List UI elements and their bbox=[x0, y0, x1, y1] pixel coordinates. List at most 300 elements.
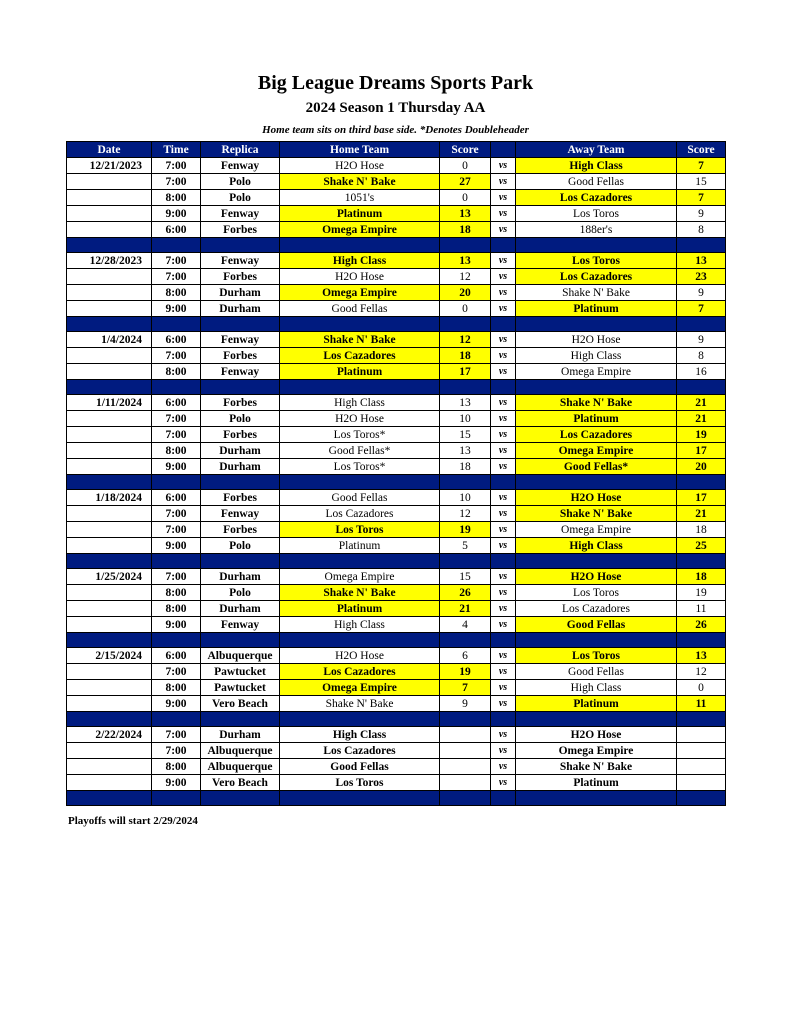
home-score: 26 bbox=[440, 585, 491, 601]
separator-cell bbox=[67, 238, 152, 253]
table-row bbox=[67, 538, 726, 554]
separator-cell bbox=[440, 317, 491, 332]
separator-cell bbox=[491, 791, 516, 806]
home-team: High Class bbox=[280, 617, 440, 633]
game-field: Fenway bbox=[201, 617, 280, 633]
vs-label: vs bbox=[491, 569, 516, 585]
home-score bbox=[440, 743, 491, 759]
week-separator bbox=[67, 475, 726, 490]
home-team: Los Cazadores bbox=[280, 743, 440, 759]
home-team: High Class bbox=[280, 395, 440, 411]
away-score: 9 bbox=[677, 332, 726, 348]
vs-label: vs bbox=[491, 348, 516, 364]
game-field: Polo bbox=[201, 585, 280, 601]
away-score: 8 bbox=[677, 222, 726, 238]
separator-cell bbox=[152, 317, 201, 332]
home-score: 0 bbox=[440, 301, 491, 317]
page-subtitle: 2024 Season 1 Thursday AA bbox=[305, 100, 486, 116]
away-score: 18 bbox=[677, 522, 726, 538]
separator-cell bbox=[491, 475, 516, 490]
away-score: 21 bbox=[677, 395, 726, 411]
game-time: 7:00 bbox=[152, 569, 201, 585]
game-date: 1/25/2024 bbox=[67, 569, 152, 585]
home-team: Los Cazadores bbox=[280, 348, 440, 364]
vs-label: vs bbox=[491, 696, 516, 712]
away-team: 188er's bbox=[516, 222, 677, 238]
separator-cell bbox=[67, 554, 152, 569]
game-date bbox=[67, 601, 152, 617]
home-team: Good Fellas bbox=[280, 759, 440, 775]
separator-cell bbox=[491, 380, 516, 395]
game-date bbox=[67, 522, 152, 538]
away-team: Shake N' Bake bbox=[516, 759, 677, 775]
separator-cell bbox=[67, 380, 152, 395]
game-field: Fenway bbox=[201, 506, 280, 522]
game-date bbox=[67, 680, 152, 696]
separator-cell bbox=[201, 712, 280, 727]
table-row bbox=[67, 743, 726, 759]
home-team: H2O Hose bbox=[280, 648, 440, 664]
table-row bbox=[67, 269, 726, 285]
game-field: Fenway bbox=[201, 206, 280, 222]
home-score: 0 bbox=[440, 158, 491, 174]
away-score: 20 bbox=[677, 459, 726, 475]
separator-cell bbox=[516, 791, 677, 806]
home-score: 9 bbox=[440, 696, 491, 712]
game-time: 7:00 bbox=[152, 174, 201, 190]
col-time-header: Time bbox=[152, 142, 201, 158]
col-away-score-header: Score bbox=[677, 142, 726, 158]
game-date: 1/11/2024 bbox=[67, 395, 152, 411]
table-row bbox=[67, 664, 726, 680]
separator-cell bbox=[67, 712, 152, 727]
separator-cell bbox=[677, 380, 726, 395]
game-field: Fenway bbox=[201, 253, 280, 269]
separator-cell bbox=[67, 475, 152, 490]
separator-cell bbox=[280, 633, 440, 648]
home-team: Platinum bbox=[280, 364, 440, 380]
vs-label: vs bbox=[491, 522, 516, 538]
game-time: 9:00 bbox=[152, 301, 201, 317]
away-score: 7 bbox=[677, 190, 726, 206]
vs-label: vs bbox=[491, 459, 516, 475]
game-date bbox=[67, 664, 152, 680]
home-score: 18 bbox=[440, 459, 491, 475]
home-team: Platinum bbox=[280, 601, 440, 617]
away-team: Good Fellas bbox=[516, 174, 677, 190]
game-date: 2/15/2024 bbox=[67, 648, 152, 664]
table-row bbox=[67, 158, 726, 174]
game-field: Durham bbox=[201, 443, 280, 459]
game-time: 9:00 bbox=[152, 696, 201, 712]
away-team: Los Toros bbox=[516, 206, 677, 222]
game-field: Durham bbox=[201, 459, 280, 475]
separator-cell bbox=[440, 475, 491, 490]
game-date bbox=[67, 301, 152, 317]
table-row bbox=[67, 253, 726, 269]
away-score: 21 bbox=[677, 506, 726, 522]
separator-cell bbox=[280, 791, 440, 806]
home-team: Shake N' Bake bbox=[280, 585, 440, 601]
game-time: 7:00 bbox=[152, 427, 201, 443]
game-field: Forbes bbox=[201, 490, 280, 506]
vs-label: vs bbox=[491, 158, 516, 174]
home-score: 21 bbox=[440, 601, 491, 617]
away-score: 15 bbox=[677, 174, 726, 190]
home-score: 18 bbox=[440, 348, 491, 364]
away-team: Good Fellas bbox=[516, 664, 677, 680]
week-separator bbox=[67, 380, 726, 395]
game-date bbox=[67, 206, 152, 222]
vs-label: vs bbox=[491, 364, 516, 380]
table-row bbox=[67, 569, 726, 585]
away-team: Shake N' Bake bbox=[516, 395, 677, 411]
separator-cell bbox=[280, 554, 440, 569]
separator-cell bbox=[677, 317, 726, 332]
game-date bbox=[67, 759, 152, 775]
away-score: 9 bbox=[677, 206, 726, 222]
away-team: Platinum bbox=[516, 696, 677, 712]
home-score: 7 bbox=[440, 680, 491, 696]
col-home-team-header: Home Team bbox=[280, 142, 440, 158]
away-team: High Class bbox=[516, 680, 677, 696]
home-score: 15 bbox=[440, 569, 491, 585]
separator-cell bbox=[516, 238, 677, 253]
home-team: High Class bbox=[280, 253, 440, 269]
home-score: 19 bbox=[440, 522, 491, 538]
game-time: 7:00 bbox=[152, 269, 201, 285]
separator-cell bbox=[152, 554, 201, 569]
home-team: Los Toros bbox=[280, 775, 440, 791]
separator-cell bbox=[440, 791, 491, 806]
home-team: Los Toros bbox=[280, 522, 440, 538]
home-team: Shake N' Bake bbox=[280, 332, 440, 348]
game-field: Fenway bbox=[201, 158, 280, 174]
table-row bbox=[67, 364, 726, 380]
vs-label: vs bbox=[491, 601, 516, 617]
game-field: Durham bbox=[201, 285, 280, 301]
game-field: Polo bbox=[201, 190, 280, 206]
table-row bbox=[67, 285, 726, 301]
home-team: Los Cazadores bbox=[280, 664, 440, 680]
away-team: H2O Hose bbox=[516, 490, 677, 506]
game-field: Forbes bbox=[201, 269, 280, 285]
away-team: H2O Hose bbox=[516, 727, 677, 743]
away-team: Good Fellas* bbox=[516, 459, 677, 475]
page-note: Home team sits on third base side. *Denotes Doubleheader bbox=[262, 124, 529, 136]
game-date bbox=[67, 285, 152, 301]
table-row bbox=[67, 775, 726, 791]
separator-cell bbox=[67, 317, 152, 332]
week-separator bbox=[67, 712, 726, 727]
game-time: 6:00 bbox=[152, 332, 201, 348]
table-row bbox=[67, 459, 726, 475]
separator-cell bbox=[516, 317, 677, 332]
vs-label: vs bbox=[491, 395, 516, 411]
away-score: 16 bbox=[677, 364, 726, 380]
game-field: Vero Beach bbox=[201, 696, 280, 712]
away-score: 17 bbox=[677, 443, 726, 459]
col-date-header: Date bbox=[67, 142, 152, 158]
away-team: High Class bbox=[516, 158, 677, 174]
table-row bbox=[67, 522, 726, 538]
game-time: 9:00 bbox=[152, 775, 201, 791]
away-score: 19 bbox=[677, 427, 726, 443]
home-score bbox=[440, 727, 491, 743]
vs-label: vs bbox=[491, 506, 516, 522]
game-field: Durham bbox=[201, 601, 280, 617]
separator-cell bbox=[280, 712, 440, 727]
home-score: 12 bbox=[440, 506, 491, 522]
table-row bbox=[67, 617, 726, 633]
table-row bbox=[67, 301, 726, 317]
home-score: 12 bbox=[440, 269, 491, 285]
game-time: 7:00 bbox=[152, 348, 201, 364]
game-field: Albuquerque bbox=[201, 759, 280, 775]
vs-label: vs bbox=[491, 190, 516, 206]
game-date bbox=[67, 269, 152, 285]
away-team: Platinum bbox=[516, 775, 677, 791]
home-team: Good Fellas* bbox=[280, 443, 440, 459]
separator-cell bbox=[280, 475, 440, 490]
game-time: 7:00 bbox=[152, 664, 201, 680]
home-team: Los Cazadores bbox=[280, 506, 440, 522]
home-score bbox=[440, 775, 491, 791]
home-score: 18 bbox=[440, 222, 491, 238]
separator-cell bbox=[516, 633, 677, 648]
game-field: Pawtucket bbox=[201, 664, 280, 680]
game-time: 8:00 bbox=[152, 759, 201, 775]
home-team: 1051's bbox=[280, 190, 440, 206]
week-separator bbox=[67, 554, 726, 569]
home-team: High Class bbox=[280, 727, 440, 743]
away-score: 13 bbox=[677, 253, 726, 269]
vs-label: vs bbox=[491, 680, 516, 696]
vs-label: vs bbox=[491, 490, 516, 506]
away-score bbox=[677, 775, 726, 791]
game-time: 9:00 bbox=[152, 206, 201, 222]
away-score: 25 bbox=[677, 538, 726, 554]
table-row bbox=[67, 696, 726, 712]
away-score: 17 bbox=[677, 490, 726, 506]
away-score: 0 bbox=[677, 680, 726, 696]
away-team: Omega Empire bbox=[516, 522, 677, 538]
game-field: Albuquerque bbox=[201, 648, 280, 664]
game-time: 9:00 bbox=[152, 617, 201, 633]
table-row bbox=[67, 190, 726, 206]
vs-label: vs bbox=[491, 206, 516, 222]
separator-cell bbox=[201, 554, 280, 569]
game-field: Forbes bbox=[201, 427, 280, 443]
vs-label: vs bbox=[491, 759, 516, 775]
home-score: 15 bbox=[440, 427, 491, 443]
home-team: Los Toros* bbox=[280, 459, 440, 475]
separator-cell bbox=[440, 633, 491, 648]
vs-label: vs bbox=[491, 253, 516, 269]
away-team: Los Toros bbox=[516, 648, 677, 664]
table-row bbox=[67, 174, 726, 190]
game-field: Durham bbox=[201, 727, 280, 743]
home-team: H2O Hose bbox=[280, 411, 440, 427]
col-replica-header: Replica bbox=[201, 142, 280, 158]
home-score: 10 bbox=[440, 490, 491, 506]
separator-cell bbox=[491, 238, 516, 253]
game-field: Polo bbox=[201, 411, 280, 427]
separator-cell bbox=[677, 554, 726, 569]
home-team: H2O Hose bbox=[280, 158, 440, 174]
game-field: Polo bbox=[201, 538, 280, 554]
table-row bbox=[67, 585, 726, 601]
game-date bbox=[67, 411, 152, 427]
table-row bbox=[67, 601, 726, 617]
game-field: Durham bbox=[201, 569, 280, 585]
table-row bbox=[67, 411, 726, 427]
separator-cell bbox=[201, 791, 280, 806]
game-time: 7:00 bbox=[152, 522, 201, 538]
separator-cell bbox=[67, 633, 152, 648]
game-field: Forbes bbox=[201, 222, 280, 238]
col-home-score-header: Score bbox=[440, 142, 491, 158]
game-time: 7:00 bbox=[152, 506, 201, 522]
away-team: High Class bbox=[516, 348, 677, 364]
vs-label: vs bbox=[491, 301, 516, 317]
game-field: Fenway bbox=[201, 332, 280, 348]
home-team: Omega Empire bbox=[280, 285, 440, 301]
away-team: Omega Empire bbox=[516, 743, 677, 759]
away-team: Los Toros bbox=[516, 585, 677, 601]
game-date bbox=[67, 585, 152, 601]
home-score: 20 bbox=[440, 285, 491, 301]
away-team: Platinum bbox=[516, 301, 677, 317]
separator-cell bbox=[201, 475, 280, 490]
separator-cell bbox=[677, 633, 726, 648]
separator-cell bbox=[440, 238, 491, 253]
game-date: 12/28/2023 bbox=[67, 253, 152, 269]
away-score: 7 bbox=[677, 158, 726, 174]
vs-label: vs bbox=[491, 727, 516, 743]
away-score: 23 bbox=[677, 269, 726, 285]
separator-cell bbox=[152, 380, 201, 395]
table-row bbox=[67, 222, 726, 238]
away-score: 21 bbox=[677, 411, 726, 427]
separator-cell bbox=[491, 712, 516, 727]
game-time: 6:00 bbox=[152, 490, 201, 506]
away-score: 7 bbox=[677, 301, 726, 317]
game-date bbox=[67, 743, 152, 759]
game-time: 8:00 bbox=[152, 190, 201, 206]
game-date: 1/4/2024 bbox=[67, 332, 152, 348]
home-score: 27 bbox=[440, 174, 491, 190]
table-row bbox=[67, 348, 726, 364]
home-team: Shake N' Bake bbox=[280, 174, 440, 190]
separator-cell bbox=[516, 380, 677, 395]
game-date bbox=[67, 348, 152, 364]
separator-cell bbox=[201, 238, 280, 253]
game-date bbox=[67, 459, 152, 475]
home-team: Good Fellas bbox=[280, 301, 440, 317]
game-date bbox=[67, 775, 152, 791]
game-date bbox=[67, 190, 152, 206]
home-score: 13 bbox=[440, 253, 491, 269]
separator-cell bbox=[152, 712, 201, 727]
away-score: 18 bbox=[677, 569, 726, 585]
game-time: 6:00 bbox=[152, 648, 201, 664]
vs-label: vs bbox=[491, 174, 516, 190]
table-row bbox=[67, 427, 726, 443]
game-time: 8:00 bbox=[152, 364, 201, 380]
table-row bbox=[67, 648, 726, 664]
separator-cell bbox=[152, 791, 201, 806]
game-field: Forbes bbox=[201, 522, 280, 538]
home-team: Good Fellas bbox=[280, 490, 440, 506]
table-row bbox=[67, 727, 726, 743]
home-team: Omega Empire bbox=[280, 222, 440, 238]
game-date bbox=[67, 222, 152, 238]
game-date: 2/22/2024 bbox=[67, 727, 152, 743]
away-team: Good Fellas bbox=[516, 617, 677, 633]
separator-cell bbox=[491, 554, 516, 569]
separator-cell bbox=[677, 238, 726, 253]
separator-cell bbox=[677, 791, 726, 806]
separator-cell bbox=[201, 380, 280, 395]
game-field: Durham bbox=[201, 301, 280, 317]
separator-cell bbox=[516, 554, 677, 569]
away-team: Los Toros bbox=[516, 253, 677, 269]
game-date bbox=[67, 427, 152, 443]
away-team: Omega Empire bbox=[516, 443, 677, 459]
separator-cell bbox=[440, 712, 491, 727]
game-time: 6:00 bbox=[152, 222, 201, 238]
away-team: Platinum bbox=[516, 411, 677, 427]
table-row bbox=[67, 443, 726, 459]
home-score: 5 bbox=[440, 538, 491, 554]
home-score: 10 bbox=[440, 411, 491, 427]
away-team: Los Cazadores bbox=[516, 190, 677, 206]
home-score: 6 bbox=[440, 648, 491, 664]
away-score: 26 bbox=[677, 617, 726, 633]
game-time: 7:00 bbox=[152, 158, 201, 174]
away-score bbox=[677, 743, 726, 759]
vs-label: vs bbox=[491, 411, 516, 427]
vs-label: vs bbox=[491, 775, 516, 791]
game-field: Polo bbox=[201, 174, 280, 190]
separator-cell bbox=[280, 317, 440, 332]
home-team: Omega Empire bbox=[280, 569, 440, 585]
away-team: H2O Hose bbox=[516, 332, 677, 348]
game-date bbox=[67, 443, 152, 459]
separator-cell bbox=[440, 554, 491, 569]
game-date bbox=[67, 538, 152, 554]
away-score bbox=[677, 759, 726, 775]
home-team: Omega Empire bbox=[280, 680, 440, 696]
vs-label: vs bbox=[491, 585, 516, 601]
table-header-row bbox=[67, 142, 726, 158]
vs-label: vs bbox=[491, 743, 516, 759]
separator-cell bbox=[677, 475, 726, 490]
away-team: Omega Empire bbox=[516, 364, 677, 380]
page-title: Big League Dreams Sports Park bbox=[257, 72, 534, 94]
vs-label: vs bbox=[491, 664, 516, 680]
game-date bbox=[67, 617, 152, 633]
game-time: 8:00 bbox=[152, 601, 201, 617]
away-score: 19 bbox=[677, 585, 726, 601]
home-score: 4 bbox=[440, 617, 491, 633]
home-team: Shake N' Bake bbox=[280, 696, 440, 712]
away-score: 8 bbox=[677, 348, 726, 364]
vs-label: vs bbox=[491, 617, 516, 633]
vs-label: vs bbox=[491, 443, 516, 459]
vs-label: vs bbox=[491, 332, 516, 348]
